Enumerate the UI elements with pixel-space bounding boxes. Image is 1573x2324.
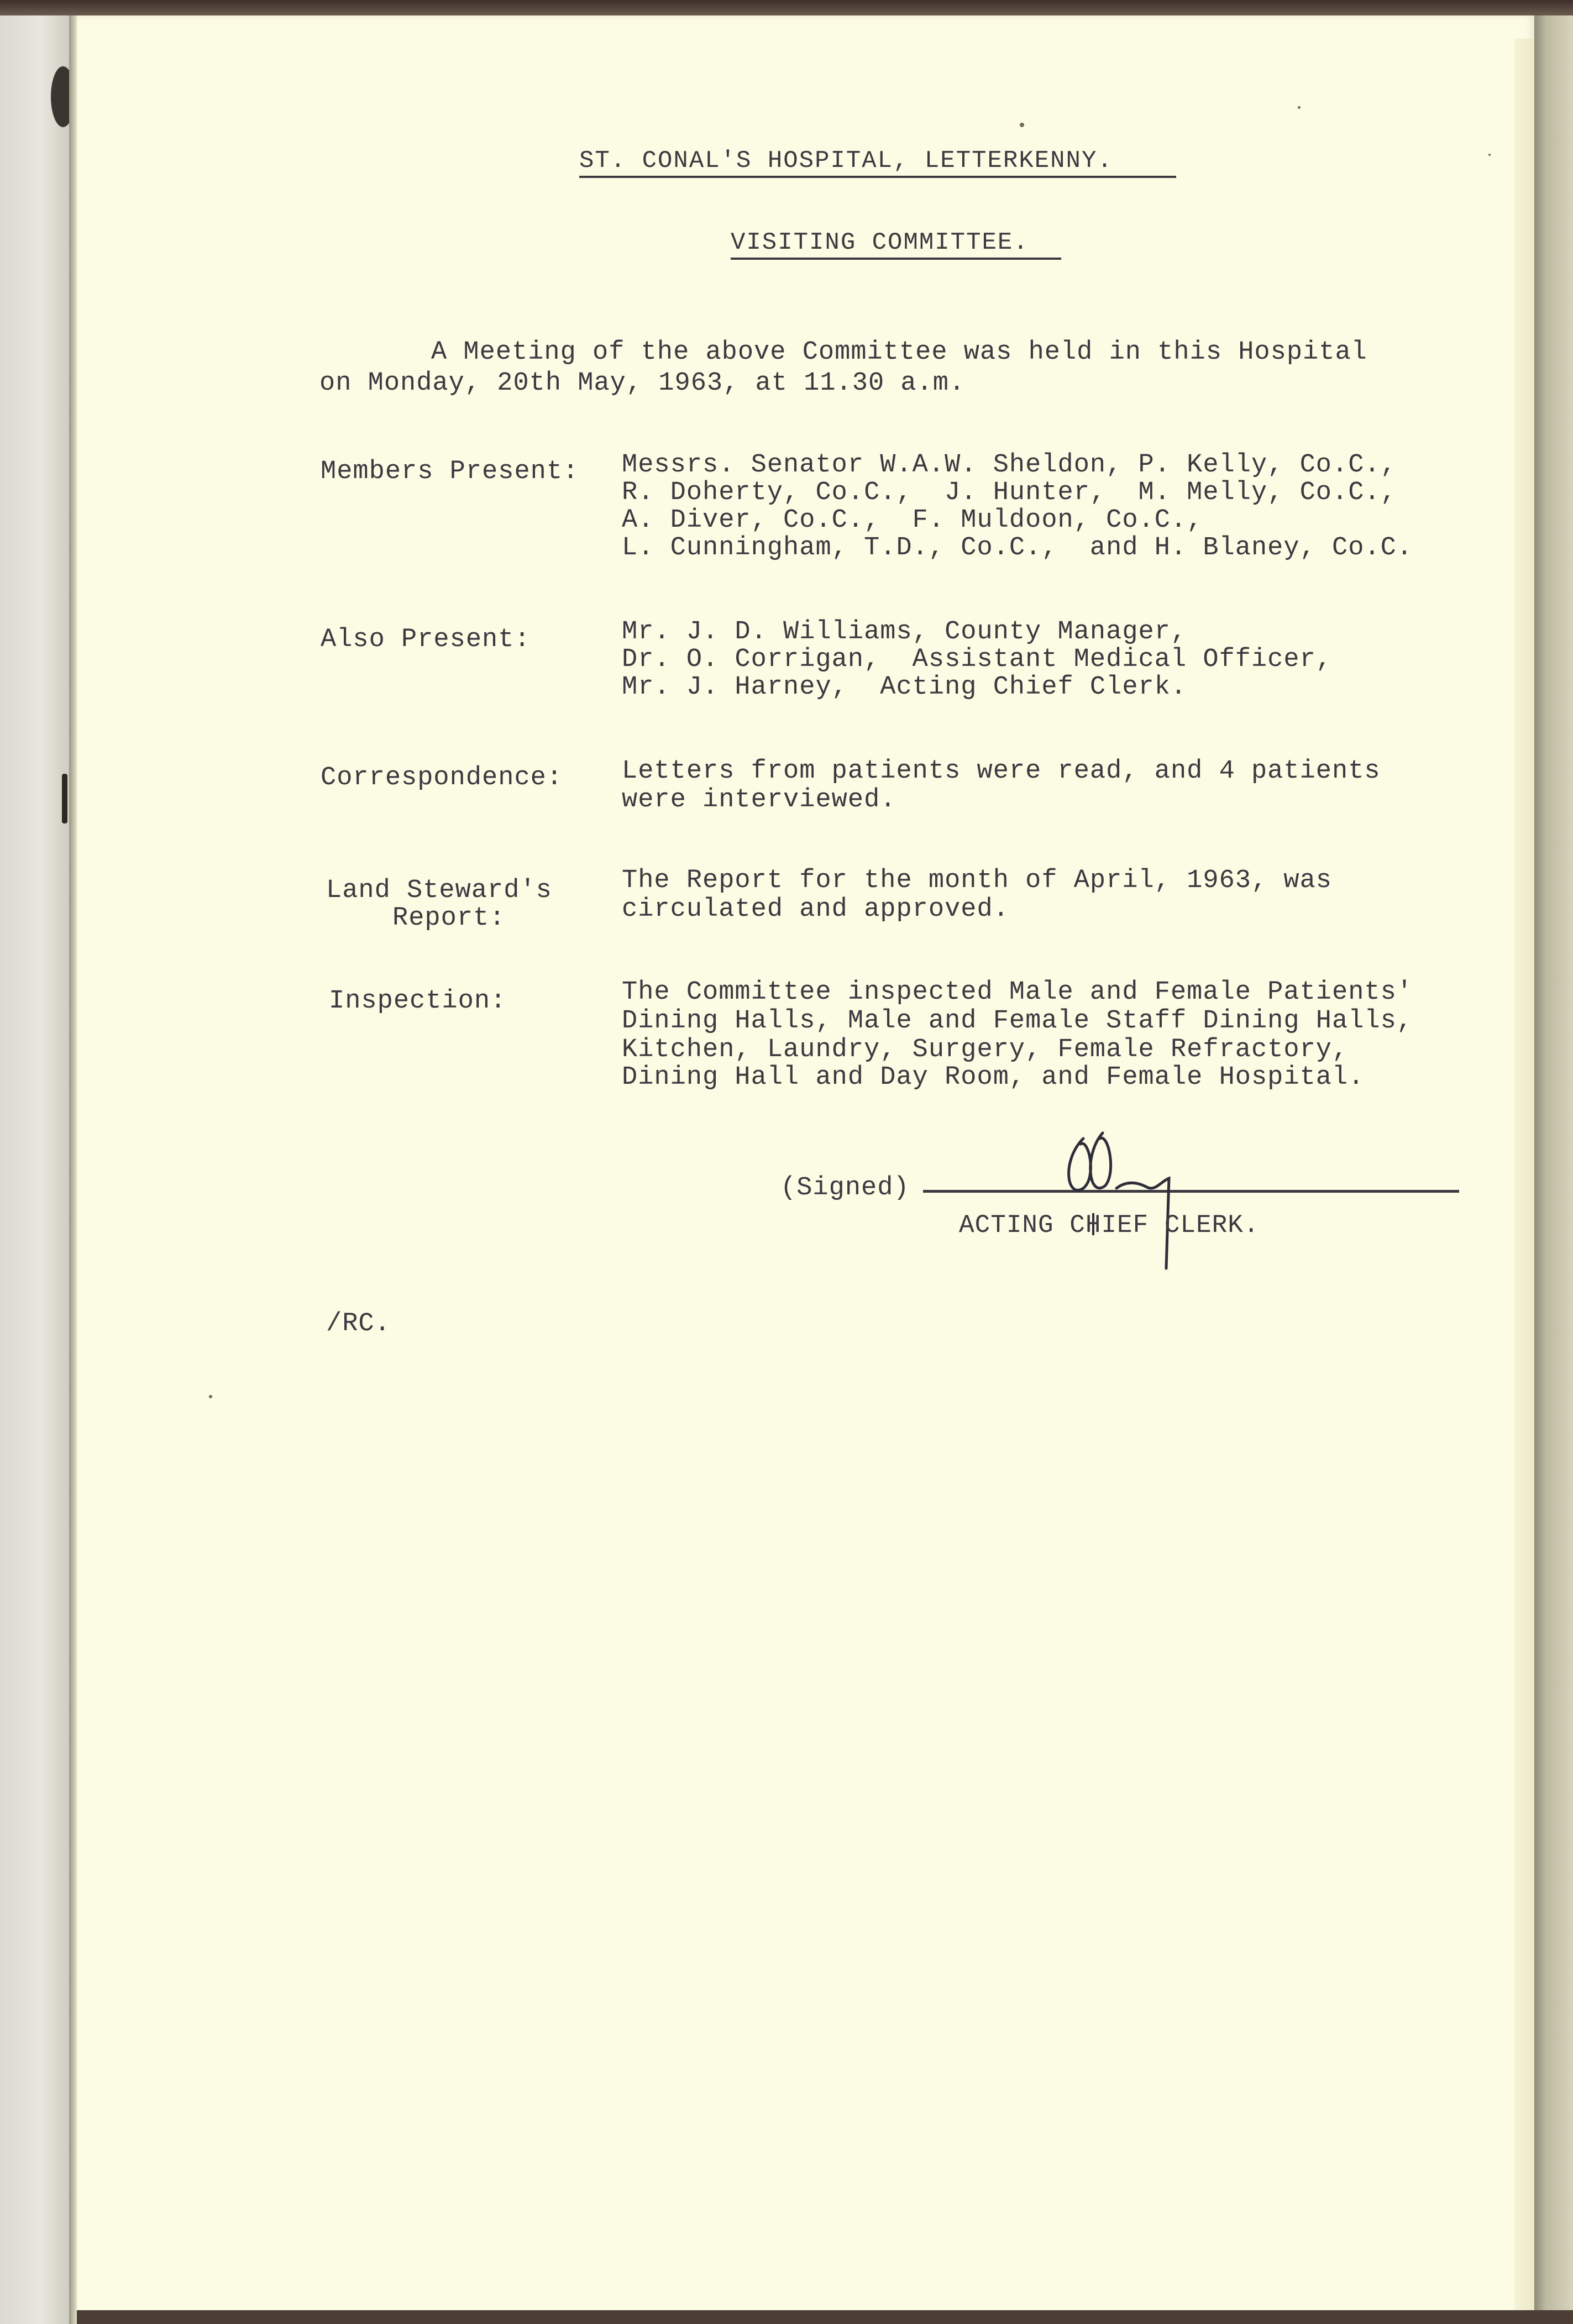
correspondence-label: Correspondence: <box>321 763 563 793</box>
also-line-1: Mr. J. D. Williams, County Manager, <box>622 617 1187 647</box>
inspection-line-2: Dining Halls, Male and Female Staff Dining Halls, <box>622 1006 1413 1036</box>
hospital-title: ST. CONAL'S HOSPITAL, LETTERKENNY. <box>579 147 1113 175</box>
paper-speck <box>1488 154 1491 156</box>
committee-title: VISITING COMMITTEE. <box>731 229 1029 256</box>
also-present-label: Also Present: <box>321 625 531 654</box>
inspection-line-3: Kitchen, Laundry, Surgery, Female Refractory, <box>622 1035 1349 1064</box>
bottom-shadow-band <box>77 2310 1573 2324</box>
land-steward-label-line-2: Report: <box>392 904 506 933</box>
land-steward-line-1: The Report for the month of April, 1963, was <box>622 866 1333 895</box>
members-line-4: L. Cunningham, T.D., Co.C., and H. Blaney, Co.C. <box>622 533 1413 563</box>
intro-line-1: A Meeting of the above Committee was held in this Hospital <box>431 338 1367 367</box>
page-right-edge <box>1514 39 1534 2324</box>
binding-mark <box>62 774 67 823</box>
book-gutter <box>69 15 77 2324</box>
paper-speck <box>1298 106 1301 109</box>
handwritten-signature <box>1050 1116 1227 1271</box>
committee-title-underline <box>731 258 1061 260</box>
hospital-title-underline <box>579 176 1176 178</box>
paper-speck <box>209 1395 212 1398</box>
land-steward-line-2: circulated and approved. <box>622 895 1009 924</box>
members-line-3: A. Diver, Co.C., F. Muldoon, Co.C., <box>622 506 1203 535</box>
paper-speck <box>1020 123 1024 127</box>
top-shadow-band <box>0 0 1573 15</box>
also-line-3: Mr. J. Harney, Acting Chief Clerk. <box>622 673 1187 702</box>
land-steward-label-line-1: Land Steward's <box>326 876 552 905</box>
book-right-edge <box>1534 15 1573 2324</box>
inspection-line-4: Dining Hall and Day Room, and Female Hospital. <box>622 1063 1365 1092</box>
facing-page-edge <box>0 15 69 2324</box>
also-line-2: Dr. O. Corrigan, Assistant Medical Officer, <box>622 645 1333 674</box>
members-line-1: Messrs. Senator W.A.W. Sheldon, P. Kelly, Co.C., <box>622 450 1397 480</box>
signatory-title: ACTING CHIEF CLERK. <box>959 1211 1260 1240</box>
correspondence-line-2: were interviewed. <box>622 785 896 815</box>
signed-label: (Signed) <box>780 1173 910 1203</box>
intro-line-2: on Monday, 20th May, 1963, at 11.30 a.m. <box>319 369 966 398</box>
members-present-label: Members Present: <box>321 457 579 486</box>
inspection-line-1: The Committee inspected Male and Female Patients' <box>622 978 1413 1007</box>
correspondence-line-1: Letters from patients were read, and 4 patients <box>622 757 1381 786</box>
inspection-label: Inspection: <box>329 987 507 1016</box>
reference-initials: /RC. <box>326 1309 391 1339</box>
members-line-2: R. Doherty, Co.C., J. Hunter, M. Melly, Co.C., <box>622 478 1397 507</box>
